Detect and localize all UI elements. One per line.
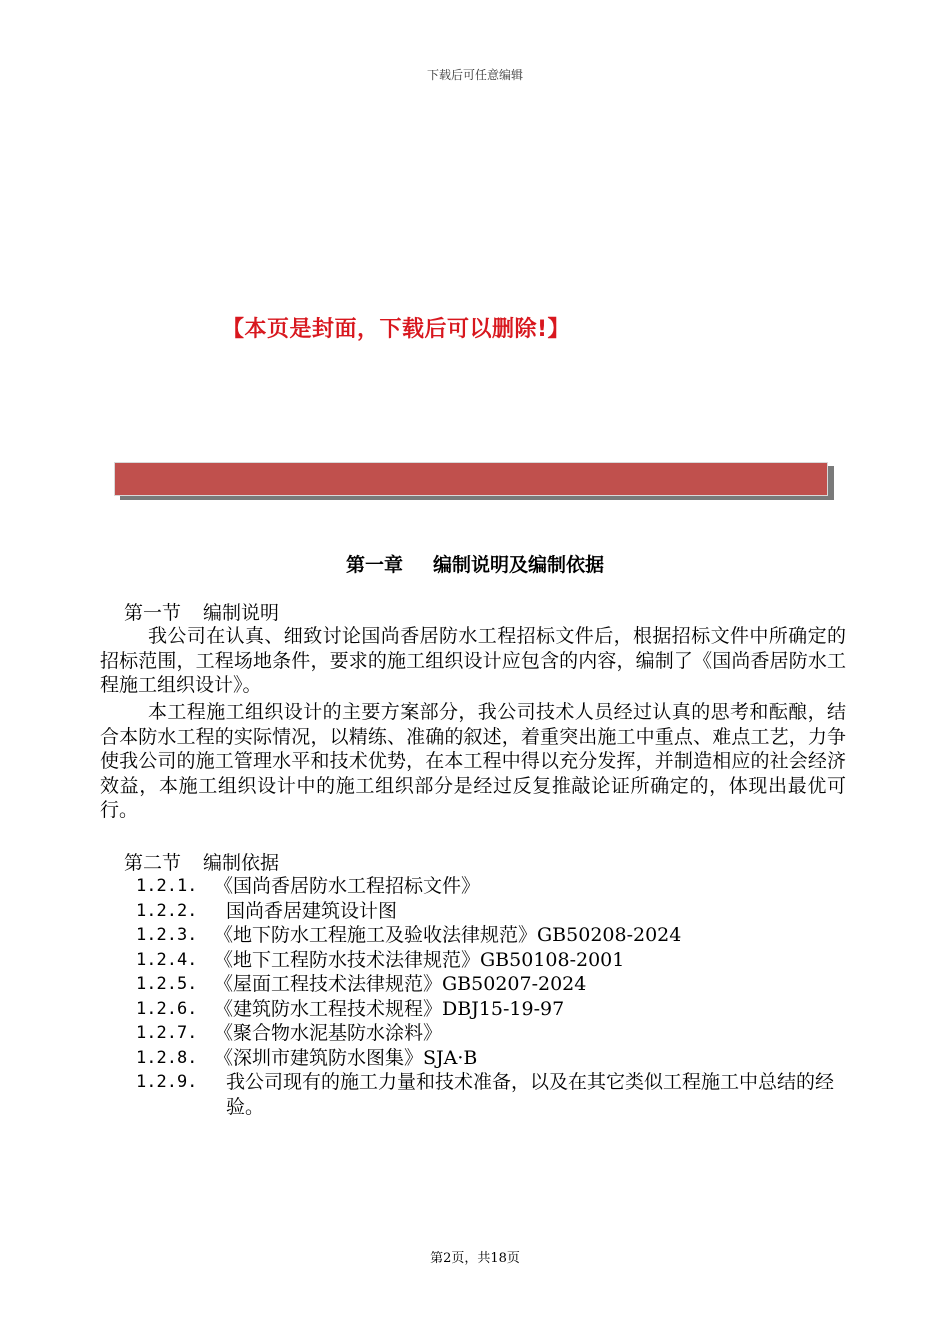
list-item-number: 1.2.3.	[136, 925, 198, 945]
section1-number: 第一节	[124, 602, 182, 624]
list-item-number: 1.2.5.	[136, 974, 198, 994]
list-item	[136, 948, 848, 973]
list-item-number: 1.2.4.	[136, 949, 198, 970]
chapter-number: 第一章	[345, 554, 403, 576]
list-item-text: 《地下防水工程施工及验收法律规范》GB50208-2024	[214, 924, 682, 946]
list-item-number: 1.2.6.	[136, 998, 198, 1019]
chapter-name: 编制说明及编制依据	[433, 554, 605, 576]
list-item-number: 1.2.8.	[136, 1047, 198, 1068]
list-item	[136, 1021, 848, 1046]
page-header-note: 下载后可任意编辑	[426, 68, 523, 82]
list-item-text: 《国尚香居防水工程招标文件》	[214, 875, 481, 897]
list-item-number: 1.2.9.	[136, 1072, 198, 1092]
list-item-text: 《屋面工程技术法律规范》GB50207-2024	[214, 973, 587, 995]
list-item-text: 我公司现有的施工力量和技术准备，以及在其它类似工程施工中总结的经验。	[226, 1071, 835, 1118]
list-item-number: 1.2.2.	[136, 900, 198, 921]
list-item	[136, 997, 848, 1022]
section1-title: 编制说明	[203, 602, 280, 624]
page-footer: 第2页，共18页	[430, 1251, 520, 1266]
list-item-text: 《聚合物水泥基防水涂料》	[214, 1022, 443, 1044]
section1-paragraph-2: 本工程施工组织设计的主要方案部分，我公司技术人员经过认真的思考和酝酿，结合本防水工程的实际情况，以精练、准确的叙述，着重突出施工中重点、难点工艺，力争使我公司的施工管理水平和技术优势，在本工程中得以充分发挥，并制造相应的社会经济效益，本施工组织设计中的施工组织部分是经过反复推敲论证所确定的，体现出最优可行。	[100, 701, 846, 821]
list-item-text: 《建筑防水工程技术规程》DBJ15-19-97	[214, 997, 565, 1020]
chapter-title	[0, 550, 950, 577]
list-item	[136, 972, 848, 997]
list-item-text: 国尚香居建筑设计图	[226, 899, 398, 922]
list-item	[136, 874, 848, 899]
decorative-banner	[114, 462, 828, 496]
section2-heading	[124, 848, 279, 875]
basis-list	[136, 874, 848, 1119]
list-item	[136, 1070, 848, 1119]
cover-notice: 【本页是封面，下载后可以删除!】	[222, 317, 571, 342]
section2-number: 第二节	[124, 852, 182, 874]
list-item-number: 1.2.1.	[136, 876, 198, 896]
list-item-number: 1.2.7.	[136, 1023, 198, 1043]
section2-title: 编制依据	[203, 852, 280, 874]
section1-heading	[124, 598, 279, 625]
list-item	[136, 1046, 848, 1071]
list-item	[136, 899, 848, 924]
list-item-text: 《深圳市建筑防水图集》SJA·B	[214, 1046, 478, 1069]
section1-paragraph-1: 我公司在认真、细致讨论国尚香居防水工程招标文件后，根据招标文件中所确定的招标范围，工程场地条件，要求的施工组织设计应包含的内容，编制了《国尚香居防水工程施工组织设计》。	[100, 625, 846, 696]
list-item-text: 《地下工程防水技术法律规范》GB50108-2001	[214, 948, 625, 971]
list-item	[136, 923, 848, 948]
